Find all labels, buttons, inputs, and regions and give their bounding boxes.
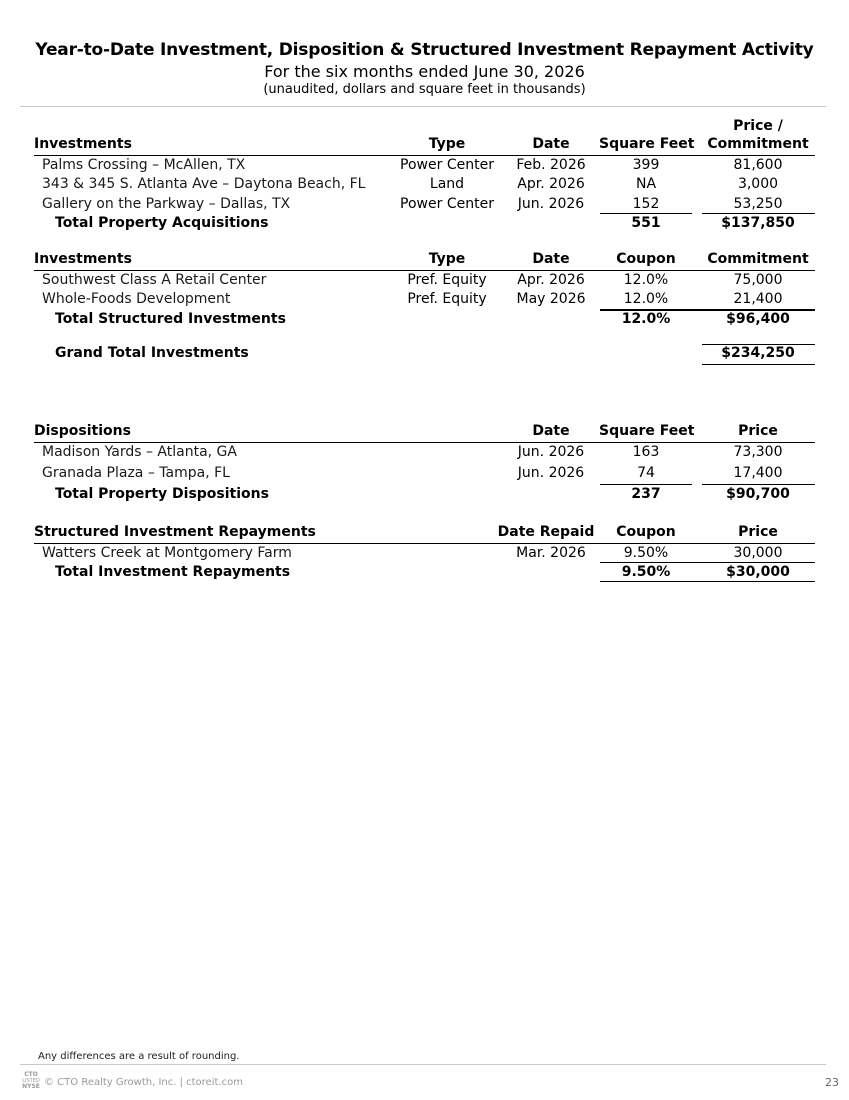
investment-type: Pref. Equity xyxy=(407,271,487,288)
page-subtitle: For the six months ended June 30, 2026 xyxy=(264,62,585,81)
grand-total-label: Grand Total Investments xyxy=(55,345,249,361)
investment-commitment: 75,000 xyxy=(733,271,783,288)
grand-total xyxy=(34,343,815,363)
column-header-type: Type xyxy=(428,136,466,152)
property-type: Power Center xyxy=(400,156,494,173)
total-row xyxy=(34,344,815,364)
table-row xyxy=(34,271,815,291)
property-date: Jun. 2026 xyxy=(517,195,585,212)
repayment-date: Mar. 2026 xyxy=(516,544,586,561)
column-header-date-repaid: Date Repaid xyxy=(497,524,595,540)
property-sqft: 399 xyxy=(632,156,660,173)
table-row xyxy=(34,156,815,176)
table-row xyxy=(34,443,815,464)
property-sqft: NA xyxy=(635,176,657,192)
total-sqft: 551 xyxy=(631,215,661,231)
table-row xyxy=(34,195,815,215)
grand-total-value: $234,250 xyxy=(721,345,795,361)
company-logo xyxy=(22,1072,40,1090)
table-header-row xyxy=(34,422,815,443)
investment-coupon: 12.0% xyxy=(623,291,669,307)
total-price: $137,850 xyxy=(721,215,795,231)
total-coupon: 9.50% xyxy=(621,564,671,580)
copyright-text: © CTO Realty Growth, Inc. | ctoreit.com xyxy=(44,1077,243,1088)
property-name: Palms Crossing – McAllen, TX xyxy=(42,156,246,173)
property-sqft: 163 xyxy=(632,443,660,460)
table-row xyxy=(34,544,815,564)
repayment-price: 30,000 xyxy=(733,544,783,561)
logo-text-cto: CTO xyxy=(24,1071,38,1078)
total-label: Total Property Dispositions xyxy=(55,485,269,502)
column-header-date: Date xyxy=(532,251,570,267)
total-price: $90,700 xyxy=(726,485,790,502)
total-row xyxy=(34,485,815,505)
acquisitions-table xyxy=(34,117,815,234)
total-row xyxy=(34,310,815,330)
property-price: 53,250 xyxy=(733,195,783,212)
column-header-type: Type xyxy=(428,251,466,267)
total-coupon: 12.0% xyxy=(621,310,671,327)
investment-coupon: 12.0% xyxy=(623,271,669,288)
repayment-name: Watters Creek at Montgomery Farm xyxy=(42,544,292,561)
page-title: Year-to-Date Investment, Disposition & Structured Investment Repayment Activity xyxy=(35,40,814,60)
total-row xyxy=(34,563,815,583)
investment-name: Whole-Foods Development xyxy=(42,291,231,307)
column-header-name: Dispositions xyxy=(34,423,131,439)
table-header-row xyxy=(34,117,815,135)
repayments-table xyxy=(34,523,815,583)
property-price: 81,600 xyxy=(733,156,783,173)
total-label: Total Investment Repayments xyxy=(55,564,291,580)
column-header-price: Price xyxy=(738,423,778,439)
column-header-date: Date xyxy=(532,136,570,152)
property-sqft: 74 xyxy=(637,464,655,481)
property-name: 343 & 345 S. Atlanta Ave – Daytona Beach, FL xyxy=(42,176,366,192)
property-name: Granada Plaza – Tampa, FL xyxy=(42,464,230,481)
table-header-row xyxy=(34,135,815,156)
column-header-price: Price xyxy=(738,524,778,540)
column-header-sqft: Square Feet xyxy=(599,136,695,152)
column-header-sqft: Square Feet xyxy=(599,423,695,439)
page-number: 23 xyxy=(825,1076,839,1089)
table-row xyxy=(34,464,815,485)
investment-commitment: 21,400 xyxy=(733,291,783,307)
total-label: Total Property Acquisitions xyxy=(55,215,269,231)
property-price: 17,400 xyxy=(733,464,783,481)
property-type: Power Center xyxy=(400,195,494,212)
column-header-name: Structured Investment Repayments xyxy=(34,524,316,540)
property-type: Land xyxy=(429,176,465,192)
total-label: Total Structured Investments xyxy=(55,310,286,327)
column-header-price: Commitment xyxy=(707,136,809,152)
repayment-coupon: 9.50% xyxy=(623,544,669,561)
investment-name: Southwest Class A Retail Center xyxy=(42,271,267,288)
total-underline xyxy=(600,581,815,582)
property-date: Apr. 2026 xyxy=(517,176,585,192)
dispositions-table xyxy=(34,422,815,504)
logo-text-nyse: NYSE xyxy=(22,1083,40,1090)
investment-date: Apr. 2026 xyxy=(517,271,585,288)
rounding-note: Any differences are a result of rounding. xyxy=(38,1051,240,1062)
total-price: $30,000 xyxy=(726,564,790,580)
column-header-coupon: Coupon xyxy=(616,251,676,267)
total-row xyxy=(34,214,815,234)
property-name: Gallery on the Parkway – Dallas, TX xyxy=(42,195,291,212)
property-date: Jun. 2026 xyxy=(517,464,585,481)
column-header-commitment: Commitment xyxy=(707,251,809,267)
property-date: Feb. 2026 xyxy=(516,156,586,173)
structured-investments-table xyxy=(34,250,815,329)
investment-type: Pref. Equity xyxy=(407,291,487,307)
column-header-date: Date xyxy=(532,423,570,439)
total-sqft: 237 xyxy=(631,485,661,502)
property-date: Jun. 2026 xyxy=(517,443,585,460)
column-header-name: Investments xyxy=(34,136,132,152)
table-header-row xyxy=(34,250,815,271)
table-row xyxy=(34,175,815,195)
header-divider xyxy=(20,106,826,107)
total-commitment: $96,400 xyxy=(726,310,790,327)
property-name: Madison Yards – Atlanta, GA xyxy=(42,443,237,460)
column-header-name: Investments xyxy=(34,251,132,267)
table-header-row xyxy=(34,523,815,544)
property-price: 3,000 xyxy=(737,176,779,192)
property-sqft: 152 xyxy=(632,195,660,212)
investment-date: May 2026 xyxy=(516,291,586,307)
units-note: (unaudited, dollars and square feet in thousands) xyxy=(263,82,586,97)
footer-divider xyxy=(20,1064,826,1065)
column-header-coupon: Coupon xyxy=(616,524,676,540)
property-price: 73,300 xyxy=(733,443,783,460)
logo-text-listed: LISTED xyxy=(22,1078,40,1084)
price-header-top: Price / xyxy=(733,118,783,134)
table-row xyxy=(34,290,815,310)
total-underline xyxy=(600,310,815,311)
